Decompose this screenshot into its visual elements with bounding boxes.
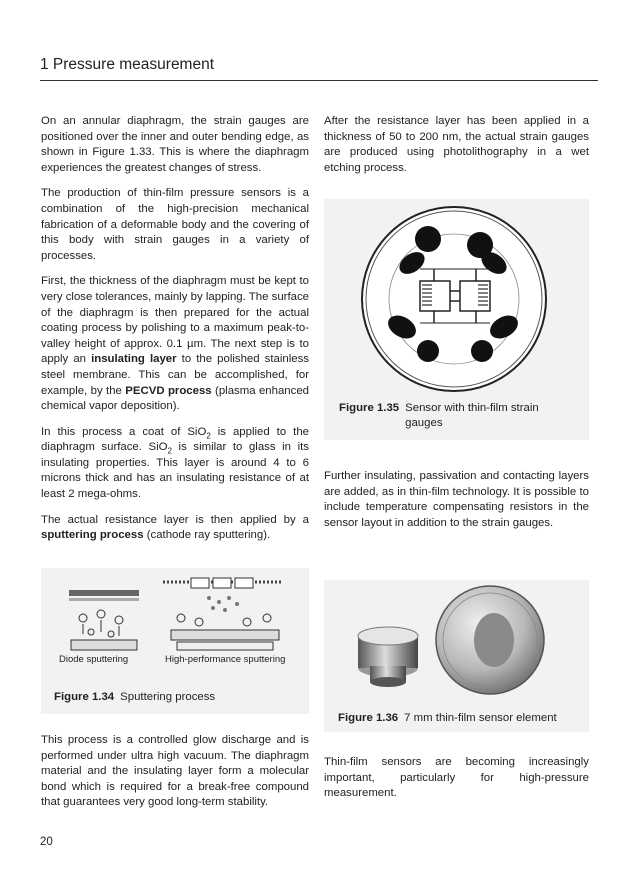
- left-paragraph-6: This process is a controlled glow discharge and is performed under ultra high vacuum. The diaphragm material and the insulating layer form a molecular bond which is required for a break-free compound that guarantees very good long-term stability.: [41, 734, 309, 809]
- header-rule: [40, 80, 598, 81]
- figure-1-36: [324, 580, 589, 732]
- right-column: [324, 114, 589, 186]
- figure-caption-text: 7 mm thin-film sensor element: [404, 712, 557, 724]
- paragraph: After the resistance layer has been applied in a thickness of 50 to 200 nm, the actual strain gauges are produced using photolithography in a wet etching process.: [324, 115, 589, 174]
- paragraph: The actual resistance layer is then applied by a sputtering process (cathode ray sputtering).: [41, 513, 309, 542]
- caption-figure-1-34: [54, 690, 304, 705]
- paragraph: On an annular diaphragm, the strain gauges are positioned over the inner and outer bending edge, as shown in Figure 1.33. This is where the diaphragm experiences the greatest changes of stress.: [41, 115, 309, 174]
- figure-number: Figure 1.34: [54, 691, 115, 703]
- paragraph: The production of thin-film pressure sensors is a combination of the high-precision mechanical fabrication of a deformable body and the covering of this body with strain gauges in a variety of processes.: [41, 187, 309, 262]
- paragraph: In this process a coat of SiO$_2$ is applied to the diaphragm surface. SiO$_2$ is similar to glass in its insulating properties. This layer is around 4 to 6 microns thick and has an insulating resistance of at least 2 mega-ohms.: [41, 425, 309, 501]
- figure-number: Figure 1.35: [339, 402, 400, 414]
- page-number: 20: [40, 836, 53, 848]
- figure-caption-text: Sensor with thin-film strain gauges: [405, 402, 539, 429]
- term-sputtering: sputtering process: [41, 529, 144, 542]
- label-high-performance-sputtering: High-performance sputtering: [165, 654, 286, 665]
- caption-figure-1-35: [339, 401, 579, 431]
- figure-number: Figure 1.36: [338, 712, 399, 724]
- figure-caption-text: Sputtering process: [120, 691, 216, 703]
- paragraph: First, the thickness of the diaphragm must be kept to very close tolerances, mainly by lapping. The surface of the diaphragm is then prepared for the actual coating process by polishing to a maximum peak-to-valley height of approx. 0.1 µm. The next step is to apply an insulating layer to the polished stainless steel membrane. This can be accomplished, for example, by the PECVD process (plasma enhanced chemical vapor deposition).: [41, 275, 309, 413]
- term-insulating-layer: insulating layer: [91, 353, 177, 366]
- term-pecvd: PECVD process: [125, 384, 212, 397]
- right-paragraph-2: Further insulating, passivation and contacting layers are added, as in thin-film technology. It is possible to include temperature compensating resistors in the sensor layout in addition to the strain gauges.: [324, 470, 589, 529]
- sensor-and-coin-photo: [324, 580, 589, 732]
- caption-figure-1-36: [338, 711, 588, 726]
- left-column: [41, 114, 309, 554]
- right-paragraph-3: Thin-film sensors are becoming increasingly important, particularly for high-pressure measurement.: [324, 756, 589, 800]
- running-header: 1 Pressure measurement: [40, 56, 215, 73]
- label-diode-sputtering: Diode sputtering: [59, 654, 129, 665]
